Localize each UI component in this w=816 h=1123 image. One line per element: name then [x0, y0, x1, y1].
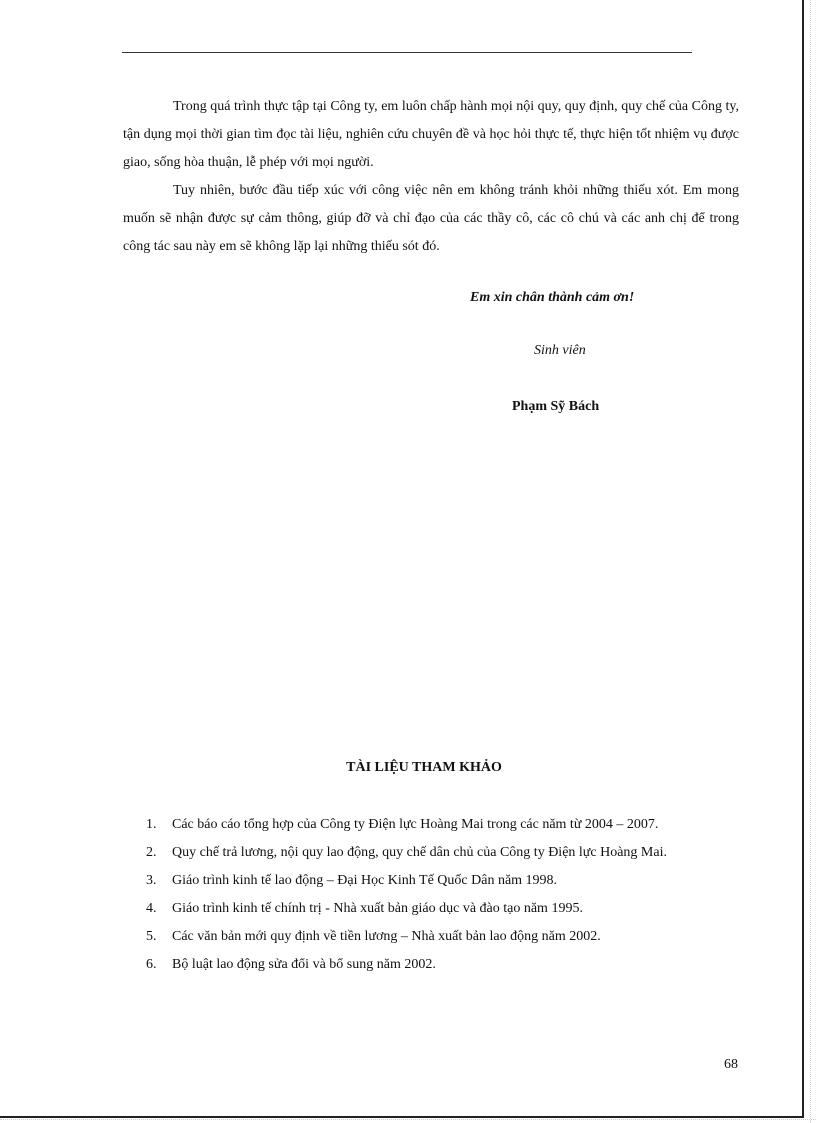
references-title: TÀI LIỆU THAM KHẢO	[346, 760, 502, 775]
reference-number: 4.	[146, 901, 157, 916]
reference-number: 5.	[146, 929, 157, 944]
body-paragraph-1: Trong quá trình thực tập tại Công ty, em luôn chấp hành mọi nội quy, quy định, quy chế của Công ty, tận dụng mọi thời gian tìm đọc tài liệu, nghiên cứu chuyên đề và học hỏi thực tế, thực hiện tốt nhiệm vụ được giao, sống hòa thuận, lễ phép với mọi người.	[123, 99, 739, 170]
reference-item	[146, 839, 740, 867]
reference-item	[146, 951, 740, 979]
reference-text: Các báo cáo tổng hợp của Công ty Điện lực Hoàng Mai trong các năm từ 2004 – 2007.	[172, 817, 659, 832]
reference-number: 3.	[146, 873, 157, 888]
signature-name: Phạm Sỹ Bách	[512, 399, 600, 414]
reference-text: Quy chế trả lương, nội quy lao động, quy chế dân chủ của Công ty Điện lực Hoàng Mai.	[172, 845, 667, 860]
header-rule	[122, 52, 692, 53]
page-number: 68	[724, 1057, 738, 1072]
reference-text: Bộ luật lao động sửa đổi và bổ sung năm 2002.	[172, 957, 436, 972]
reference-number: 2.	[146, 845, 157, 860]
reference-item	[146, 895, 740, 923]
reference-text: Giáo trình kinh tế lao động – Đại Học Kinh Tế Quốc Dân năm 1998.	[172, 873, 558, 888]
page-edge-bottom	[0, 1119, 816, 1120]
closing-thanks: Em xin chân thành cảm ơn!	[470, 290, 635, 305]
reference-text: Giáo trình kinh tế chính trị - Nhà xuất bản giáo dục và đào tạo năm 1995.	[172, 901, 583, 916]
references-list	[146, 811, 740, 979]
body-paragraph-2: Tuy nhiên, bước đầu tiếp xúc với công việc nên em không tránh khỏi những thiếu xót. Em mong muốn sẽ nhận được sự cảm thông, giúp đỡ và chỉ đạo của các thầy cô, các cô chú và các anh chị để trong công tác sau này em sẽ không lặp lại những thiếu sót đó.	[123, 183, 739, 254]
reference-item	[146, 811, 740, 839]
page-edge-right	[810, 0, 811, 1123]
reference-item	[146, 923, 740, 951]
reference-item	[146, 867, 740, 895]
closing-role: Sinh viên	[534, 343, 586, 358]
reference-number: 6.	[146, 957, 157, 972]
reference-text: Các văn bản mới quy định về tiền lương – Nhà xuất bản lao động năm 2002.	[172, 929, 601, 944]
reference-number: 1.	[146, 817, 157, 832]
